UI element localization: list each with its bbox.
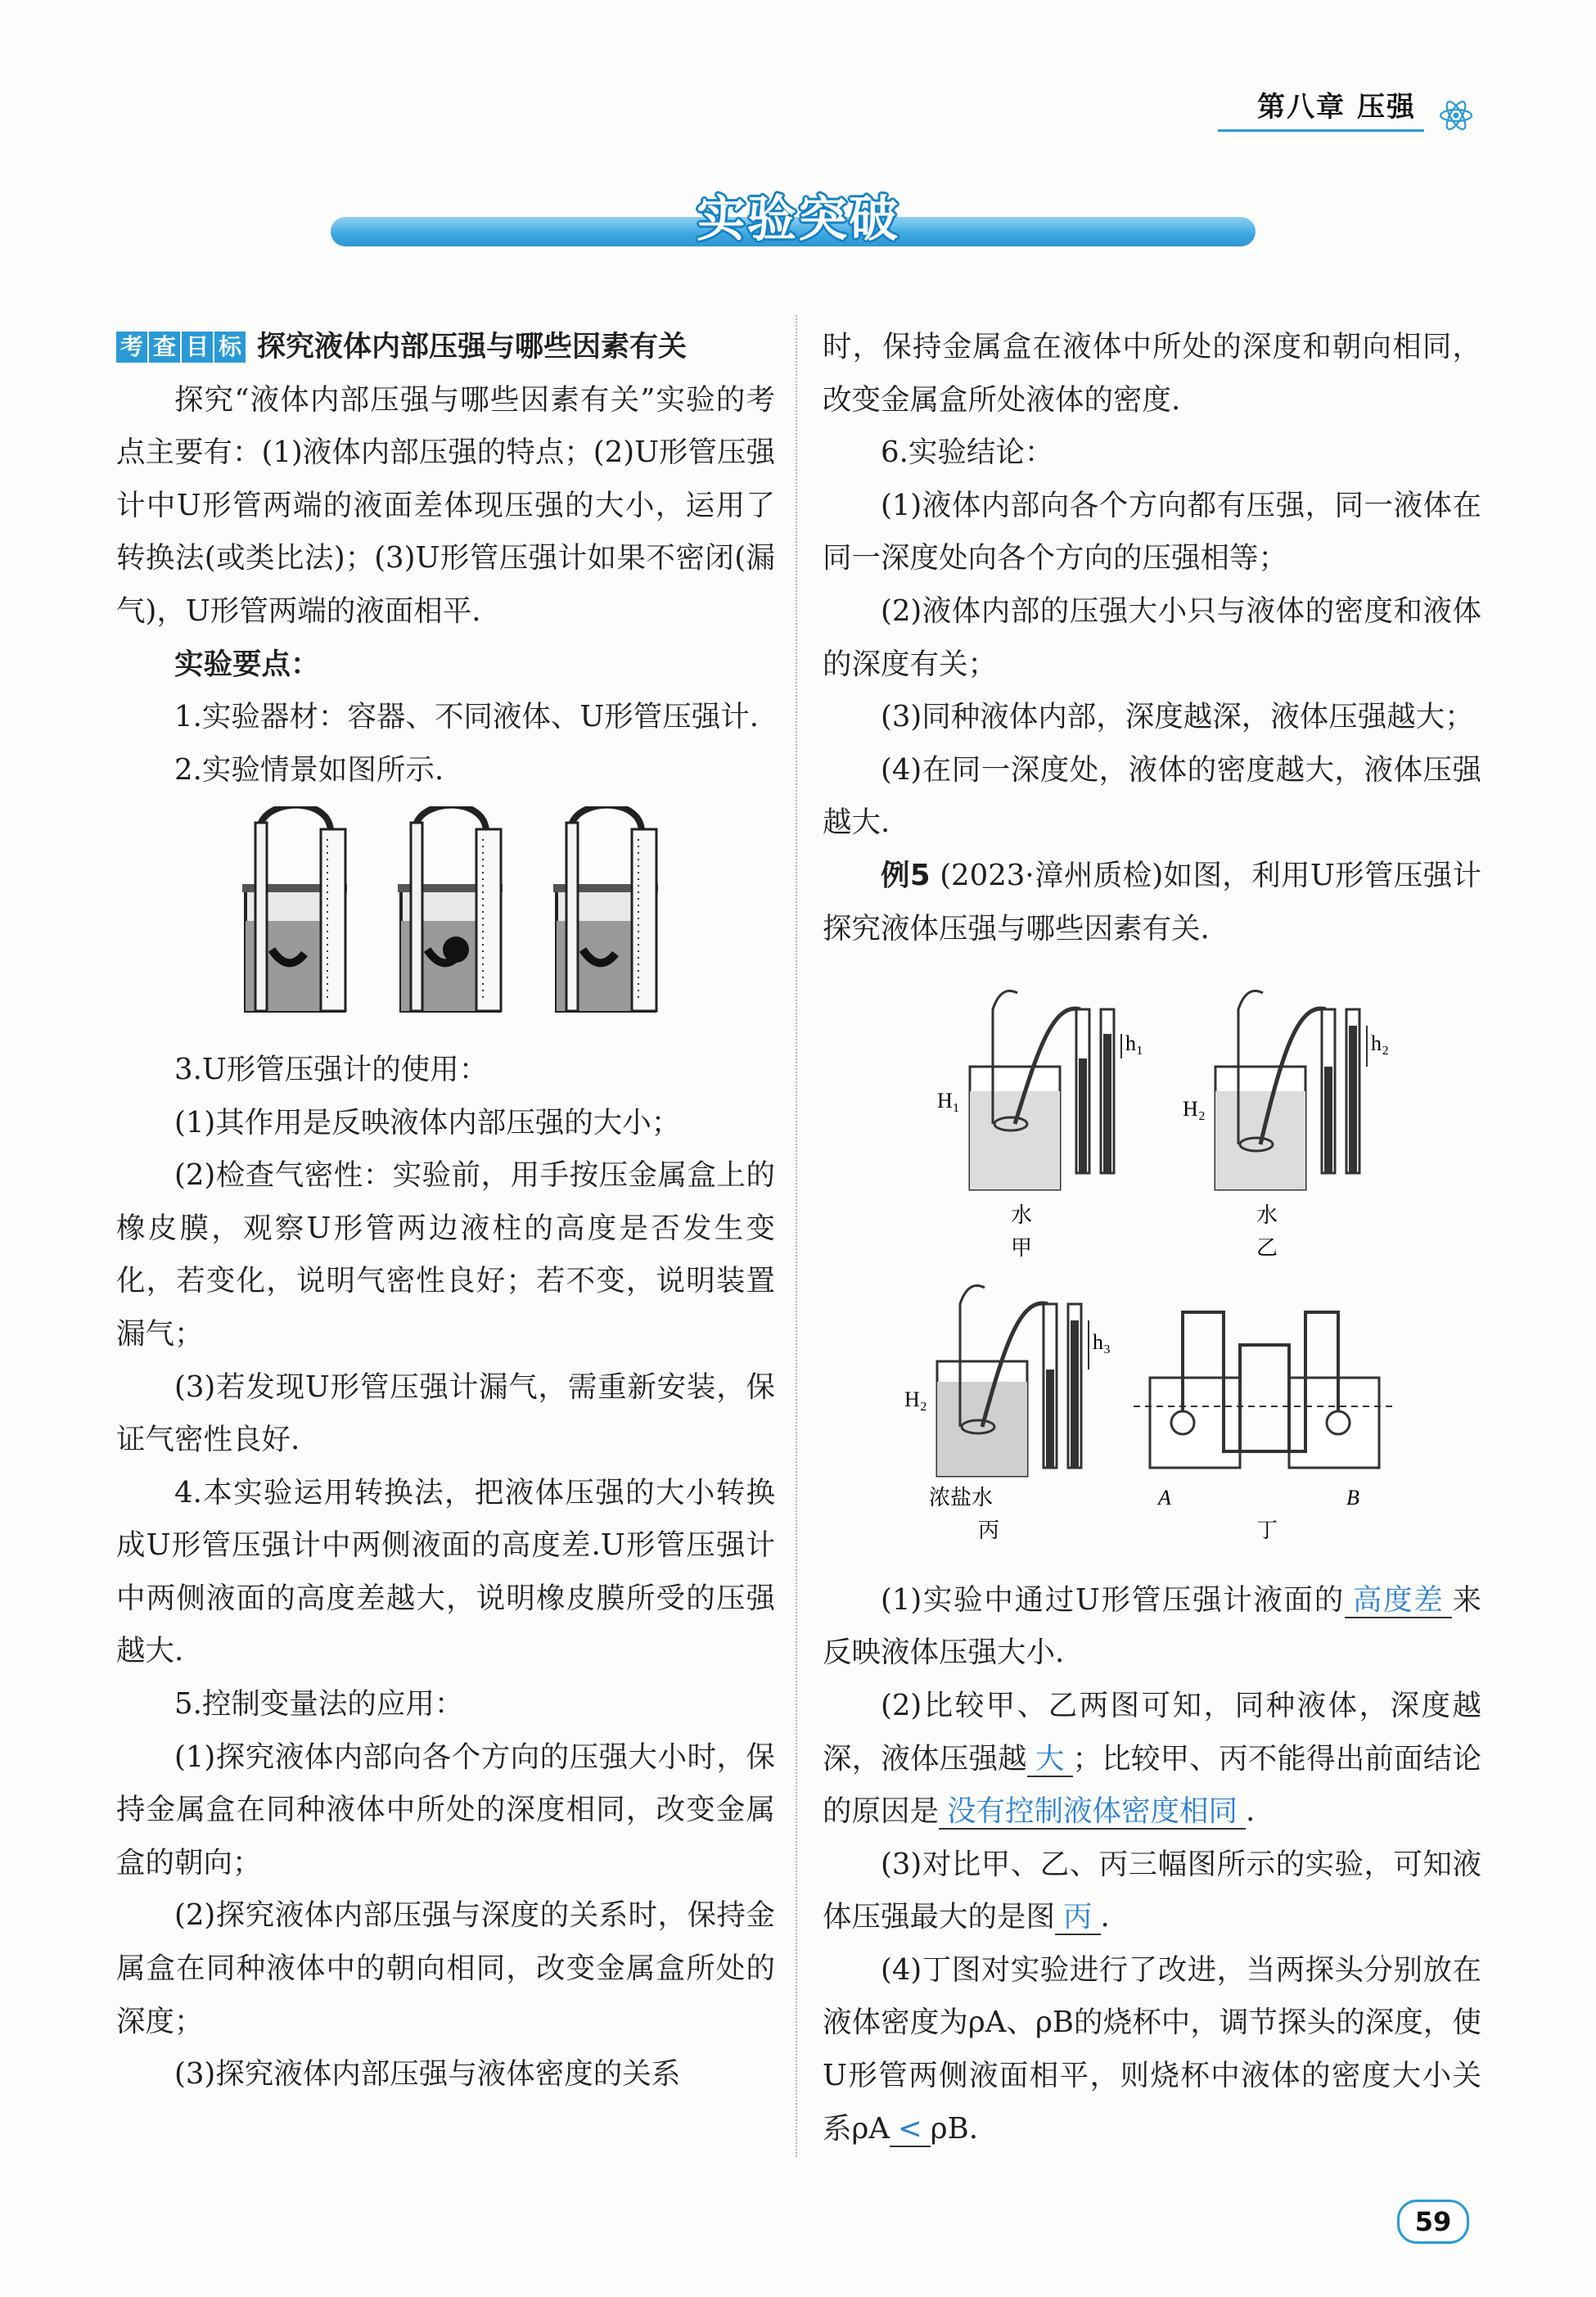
- conclusion-1: (1)液体内部向各个方向都有压强，同一液体在同一深度处向各个方向的压强相等；: [823, 488, 1481, 575]
- answer-1: 高度差: [1345, 1583, 1453, 1618]
- example-figure: [847, 960, 1453, 1550]
- chapter-underline: [1218, 129, 1424, 132]
- key-points-title: 实验要点：: [174, 647, 320, 681]
- answer-3: 丙: [1055, 1900, 1101, 1935]
- conclusion-title: 6.实验结论：: [881, 435, 1054, 470]
- answer-2b: 没有控制液体密度相同: [939, 1794, 1246, 1830]
- figure-bing: [937, 1286, 1089, 1477]
- chapter-title: 第八章 压强: [1257, 91, 1416, 124]
- point-3-2: (2)检查气密性：实验前，用手按压金属盒上的橡皮膜，观察U形管两边液柱的高度是否发生变化，若变化，说明气密性良好；若不变，说明装置漏气；: [116, 1158, 775, 1351]
- point-4: 4.本实验运用转换法，把液体压强的大小转换成U形管压强计中两侧液面的高度差.U形管压强计中两侧液面的高度差越大，说明橡皮膜所受的压强越大.: [116, 1475, 775, 1668]
- figure-ding: [1134, 1312, 1395, 1468]
- label-H1: H₁: [937, 1089, 960, 1113]
- question-3: (3)对比甲、乙、丙三幅图所示的实验，可知液体压强最大的是图 丙 .: [823, 1847, 1481, 1934]
- conclusion-3: (3)同种液体内部，深度越深，液体压强越大；: [881, 700, 1474, 734]
- objective-tag: 考 查 目 标: [116, 332, 247, 363]
- continued-text: 时，保持金属盒在液体中所处的深度和朝向相同，改变金属盒所处液体的密度.: [823, 330, 1481, 417]
- intro-paragraph: 探究“液体内部压强与哪些因素有关”实验的考点主要有：(1)液体内部压强的特点；(2)U形管压强计中U形管两端的液面差体现压强的大小，运用了转换法(或类比法)；(3)U形管压强计如果不密闭(漏气)，U形管两端的液面相平.: [116, 382, 775, 628]
- page-number: 59: [1397, 2200, 1469, 2244]
- label-salt-water: 浓盐水: [929, 1486, 994, 1510]
- label-water-2: 水: [1256, 1203, 1278, 1228]
- conclusion-2: (2)液体内部的压强大小只与液体的密度和液体的深度有关；: [823, 593, 1481, 681]
- point-1: 1.实验器材：容器、不同液体、U形管压强计.: [174, 700, 760, 734]
- label-ding: 丁: [1256, 1519, 1278, 1543]
- label-h1: h₁: [1125, 1031, 1144, 1056]
- label-A: A: [1158, 1486, 1171, 1510]
- point-5: 5.控制变量法的应用：: [174, 1687, 464, 1722]
- example-5: [823, 850, 1481, 955]
- label-h3: h₃: [1093, 1330, 1111, 1355]
- label-bing: 丙: [978, 1519, 1000, 1543]
- answer-4: <: [890, 2112, 931, 2147]
- question-1: (1)实验中通过U形管压强计液面的 高度差 来反映液体压强大小.: [823, 1582, 1481, 1670]
- label-jia: 甲: [1011, 1236, 1033, 1261]
- label-H2-bing: H₂: [904, 1388, 927, 1412]
- point-5-1: (1)探究液体内部向各个方向的压强大小时，保持金属盒在同种液体中所处的深度相同，改变金属盒的朝向；: [116, 1740, 775, 1880]
- point-5-3: (3)探究液体内部压强与液体密度的关系: [174, 2057, 681, 2092]
- point-5-2: (2)探究液体内部压强与深度的关系时，保持金属盒在同种液体中的朝向相同，改变金属盒所处的深度；: [116, 1898, 775, 2038]
- point-3-3: (3)若发现U形管压强计漏气，需重新安装，保证气密性良好.: [116, 1370, 775, 1457]
- label-h2: h₂: [1371, 1031, 1390, 1056]
- point-2: 2.实验情景如图所示.: [174, 752, 444, 787]
- point-3: 3.U形管压强计的使用：: [174, 1052, 489, 1086]
- label-yi: 乙: [1256, 1236, 1278, 1261]
- example-label: 例5: [881, 858, 931, 892]
- experiment-apparatus-figure: [239, 806, 665, 1019]
- figure-jia: [970, 991, 1121, 1190]
- label-water-1: 水: [1011, 1203, 1033, 1228]
- left-column: [116, 321, 775, 2101]
- column-divider: [796, 315, 797, 2157]
- label-H2: H₂: [1183, 1097, 1206, 1121]
- objective-heading: [116, 321, 775, 374]
- right-column: [823, 321, 1481, 2155]
- label-B: B: [1346, 1486, 1359, 1510]
- section-title: 实验突破: [697, 191, 899, 248]
- conclusion-4: (4)在同一深度处，液体的密度越大，液体压强越大.: [823, 752, 1481, 840]
- example-text: (2023·漳州质检)如图，利用U形管压强计探究液体压强与哪些因素有关.: [823, 858, 1482, 945]
- answer-2a: 大: [1027, 1742, 1073, 1777]
- atom-icon: [1437, 97, 1475, 134]
- point-3-1: (1)其作用是反映液体内部压强的大小；: [174, 1105, 681, 1139]
- objective-title: 探究液体内部压强与哪些因素有关: [257, 331, 688, 363]
- question-2: (2)比较甲、乙两图可知，同种液体，深度越深，液体压强越 大 ；比较甲、丙不能得出前面结论的原因是 没有控制液体密度相同 .: [823, 1688, 1481, 1829]
- question-4: (4)丁图对实验进行了改进，当两探头分别放在液体密度为ρA、ρB的烧杯中，调节探头的深度，使U形管两侧液面相平，则烧杯中液体的密度大小关系ρA < ρB.: [823, 1952, 1481, 2146]
- figure-yi: [1215, 991, 1367, 1190]
